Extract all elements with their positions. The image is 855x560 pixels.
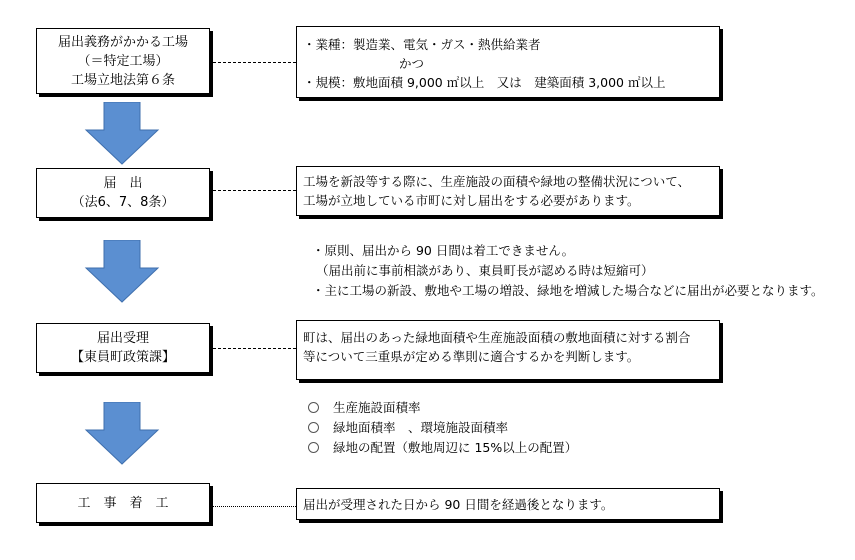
step-2-line-2: （法6、7、8条） <box>71 195 175 210</box>
connector-4 <box>213 506 296 507</box>
note-1-line-2: かつ <box>399 56 425 71</box>
step-box-4 <box>36 483 210 523</box>
free-note-2 <box>312 241 824 301</box>
note-2-line-2: 工場が立地している市町に対し届出をする必要があります。 <box>303 193 640 208</box>
free-note-3-text-2: 緑地面積率 、環境施設面積率 <box>333 420 509 435</box>
free-note-3-item-1 <box>308 398 577 418</box>
free-note-3 <box>308 398 577 458</box>
free-note-3-text-3: 緑地の配置（敷地周辺に 15%以上の配置） <box>333 440 578 455</box>
note-3-line-2: 等について三重県が定める準則に適合するかを判断します。 <box>303 349 640 364</box>
note-box-2 <box>296 166 720 216</box>
step-1-line-2: （＝特定工場） <box>77 53 169 69</box>
step-box-3 <box>36 323 210 373</box>
free-note-3-text-1: 生産施設面積率 <box>333 400 421 415</box>
step-1-line-3: 工場立地法第６条 <box>70 72 175 88</box>
step-3-line-1: 届出受理 <box>96 331 149 346</box>
circle-bullet-icon <box>308 402 319 413</box>
connector-1 <box>213 62 296 63</box>
step-3-line-2: 【東員町政策課】 <box>70 350 175 365</box>
note-box-1 <box>296 26 720 98</box>
step-1-line-1: 届出義務がかかる工場 <box>57 34 188 50</box>
down-arrow-icon <box>84 240 160 304</box>
step-box-2 <box>36 168 210 218</box>
circle-bullet-icon <box>308 422 319 433</box>
connector-3 <box>213 348 296 349</box>
note-box-4 <box>296 488 720 520</box>
free-note-2-line-2: （届出前に事前相談があり、東員町長が認める時は短縮可） <box>316 263 654 278</box>
step-2-line-1: 届 出 <box>103 176 143 191</box>
circle-bullet-icon <box>308 442 319 453</box>
step-4-line-1: 工 事 着 工 <box>77 495 169 511</box>
free-note-2-line-1: ・原則、届出から 90 日間は着工できません。 <box>312 243 575 258</box>
free-note-3-item-2 <box>308 418 577 438</box>
note-2-line-1: 工場を新設等する際に、生産施設の面積や緑地の整備状況について、 <box>303 174 691 189</box>
connector-2 <box>213 190 296 191</box>
note-3-line-1: 町は、届出のあった緑地面積や生産施設面積の敷地面積に対する割合 <box>303 330 691 345</box>
note-1-line-1: ・業種：製造業、電気・ガス・熱供給業者 <box>303 37 541 52</box>
step-box-1 <box>36 28 210 94</box>
note-4-line-1: 届出が受理された日から 90 日間を経過後となります。 <box>303 497 614 512</box>
note-1-line-3: ・規模：敷地面積 9,000 ㎡以上 又は 建築面積 3,000 ㎡以上 <box>303 75 666 90</box>
free-note-3-item-3 <box>308 438 577 458</box>
down-arrow-icon <box>84 102 160 166</box>
free-note-2-line-3: ・主に工場の新設、敷地や工場の増設、緑地を増減した場合などに届出が必要となります。 <box>312 283 824 298</box>
note-box-3 <box>296 320 720 380</box>
down-arrow-icon <box>84 402 160 466</box>
